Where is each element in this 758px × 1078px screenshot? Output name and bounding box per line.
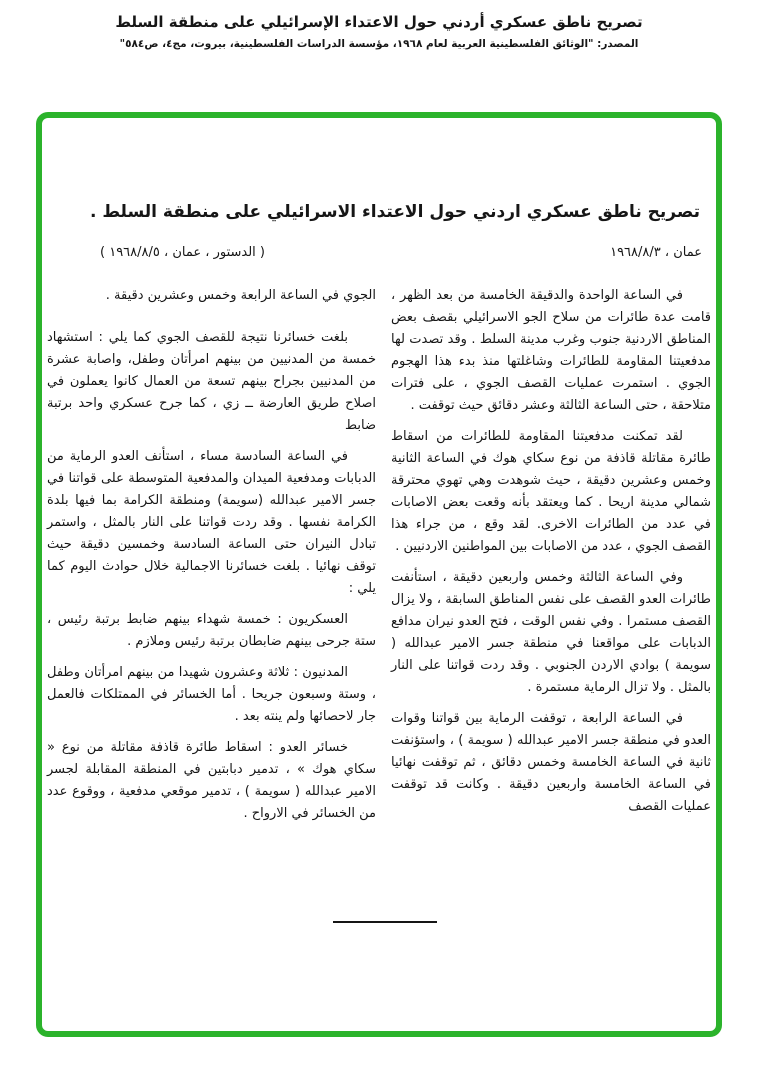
paragraph: المدنيون : ثلاثة وعشرون شهيدا من بينهم امرأتان وطفل ، وستة وسبعون جريحا . أما الخسائر في الممتلكات فالعمل جار لاحصائها ولم ينته بعد . xyxy=(47,665,376,724)
paragraph: لقد تمكنت مدفعيتنا المقاومة للطائرات من اسقاط طائرة مقاتلة قاذفة من نوع سكاي هوك في الساعة الثانية وخمس وعشرين دقيقة ، حيث شوهدت وهي تهوي محترقة شمالي مدينة اريحا . كما ويعتقد بأنه وقعت بعض الاصابات في عدد من الطائرات الاخرى. لقد وقع ، من جراء هذا القصف الجوي ، عدد من الاصابات بين المواطنين الاردنيين . xyxy=(391,429,711,554)
paragraph: في الساعة السادسة مساء ، استأنف العدو الرماية من الدبابات ومدفعية الميدان والمدفعية المتوسطة على قواتنا في جسر الامير عبدالله (سويمة) ومنطقة الكرامة بما فيها بلدة الكرامة نفسها . وقد ردت قواتنا على النار بالمثل ، واستمر تبادل النيران حتى الساعة السادسة وخمسين دقيقة حيث توقف نهائيا . بلغت خسائرنا الاجمالية خلال حوادث اليوم كما يلي : xyxy=(47,449,376,596)
paragraph-continuation: الجوي في الساعة الرابعة وخمس وعشرين دقيقة . xyxy=(105,288,376,303)
dateline-place-date: عمان ، ١٩٦٨/٨/٣ xyxy=(610,245,702,260)
paragraph: في الساعة الرابعة ، توقفت الرماية بين قواتنا وقوات العدو في منطقة جسر الامير عبدالله ( سويمة ) ، واستؤنفت ثانية في الساعة الخامسة وخمس دقائق ، ثم توقفت نهائيا في الساعة الخامسة واربعين دقيقة . وكانت قد توقفت عمليات القصف xyxy=(391,711,711,814)
paragraph: خسائر العدو : اسقاط طائرة قاذفة مقاتلة من نوع « سكاي هوك » ، تدمير دبابتين في المنطقة المقابلة لجسر الامير عبدالله ( سويمة ) ، تدمير موقعي مدفعية ، ووقوع عدد من الخسائر في الارواح . xyxy=(47,740,376,821)
dateline-newspaper: ( الدستور ، عمان ، ١٩٦٨/٨/٥ ) xyxy=(100,245,265,260)
document-body xyxy=(47,285,711,834)
paragraph: وفي الساعة الثالثة وخمس واربعين دقيقة ، استأنفت طائرات العدو القصف على نفس المناطق السابقة ، ولا يزال القصف مستمرا . وفي نفس الوقت ، فتح العدو نيران مدافع الدبابات على مواقعنا في منطقة جسر الامير عبدالله ( سويمة ) بوادي الاردن الجنوبي . وقد ردت قواتنا على النار بالمثل . ولا تزال الرماية مستمرة . xyxy=(391,570,711,695)
column-left xyxy=(47,285,376,834)
paragraph: العسكريون : خمسة شهداء بينهم ضابط برتبة رئيس ، ستة جرحى بينهم ضابطان برتبة رئيس وملازم . xyxy=(47,612,376,649)
page-title: تصريح ناطق عسكري أردني حول الاعتداء الإسرائيلي على منطقة السلط xyxy=(115,13,643,31)
document-title: تصريح ناطق عسكري اردني حول الاعتداء الاسرائيلي على منطقة السلط . xyxy=(89,202,700,222)
paragraph: في الساعة الواحدة والدقيقة الخامسة من بعد الظهر ، قامت عدة طائرات من سلاح الجو الاسرائيلي بقصف بعض المناطق الاردنية جنوب وغرب مدينة السلط . وقد تصدت لها مدفعيتنا المقاومة للطائرات وشاغلتها منذ بدء هذا الهجوم الجوي . استمرت عمليات القصف الجوي ، على فترات متلاحقة ، حتى الساعة الثالثة وعشر دقائق حيث توقفت . xyxy=(391,288,711,413)
source-citation: المصدر: "الوثائق الفلسطينية العربية لعام ١٩٦٨، مؤسسة الدراسات الفلسطينية، بيروت، مج٤، ص٥٨٤" xyxy=(119,38,639,50)
column-right xyxy=(391,285,711,834)
end-rule xyxy=(333,921,437,923)
dateline xyxy=(56,245,702,260)
document-frame xyxy=(36,112,722,1037)
paragraph: بلغت خسائرنا نتيجة للقصف الجوي كما يلي : استشهاد خمسة من المدنيين من بينهم امرأتان وطفل، واصابة عشرة من المدنيين بجراح بينهم تسعة من العمال كانوا يعملون في اصلاح طريق العارضة ــ زي ، كما جرح عسكري واحد برتبة ضابط xyxy=(47,330,376,433)
page-header xyxy=(0,13,758,50)
